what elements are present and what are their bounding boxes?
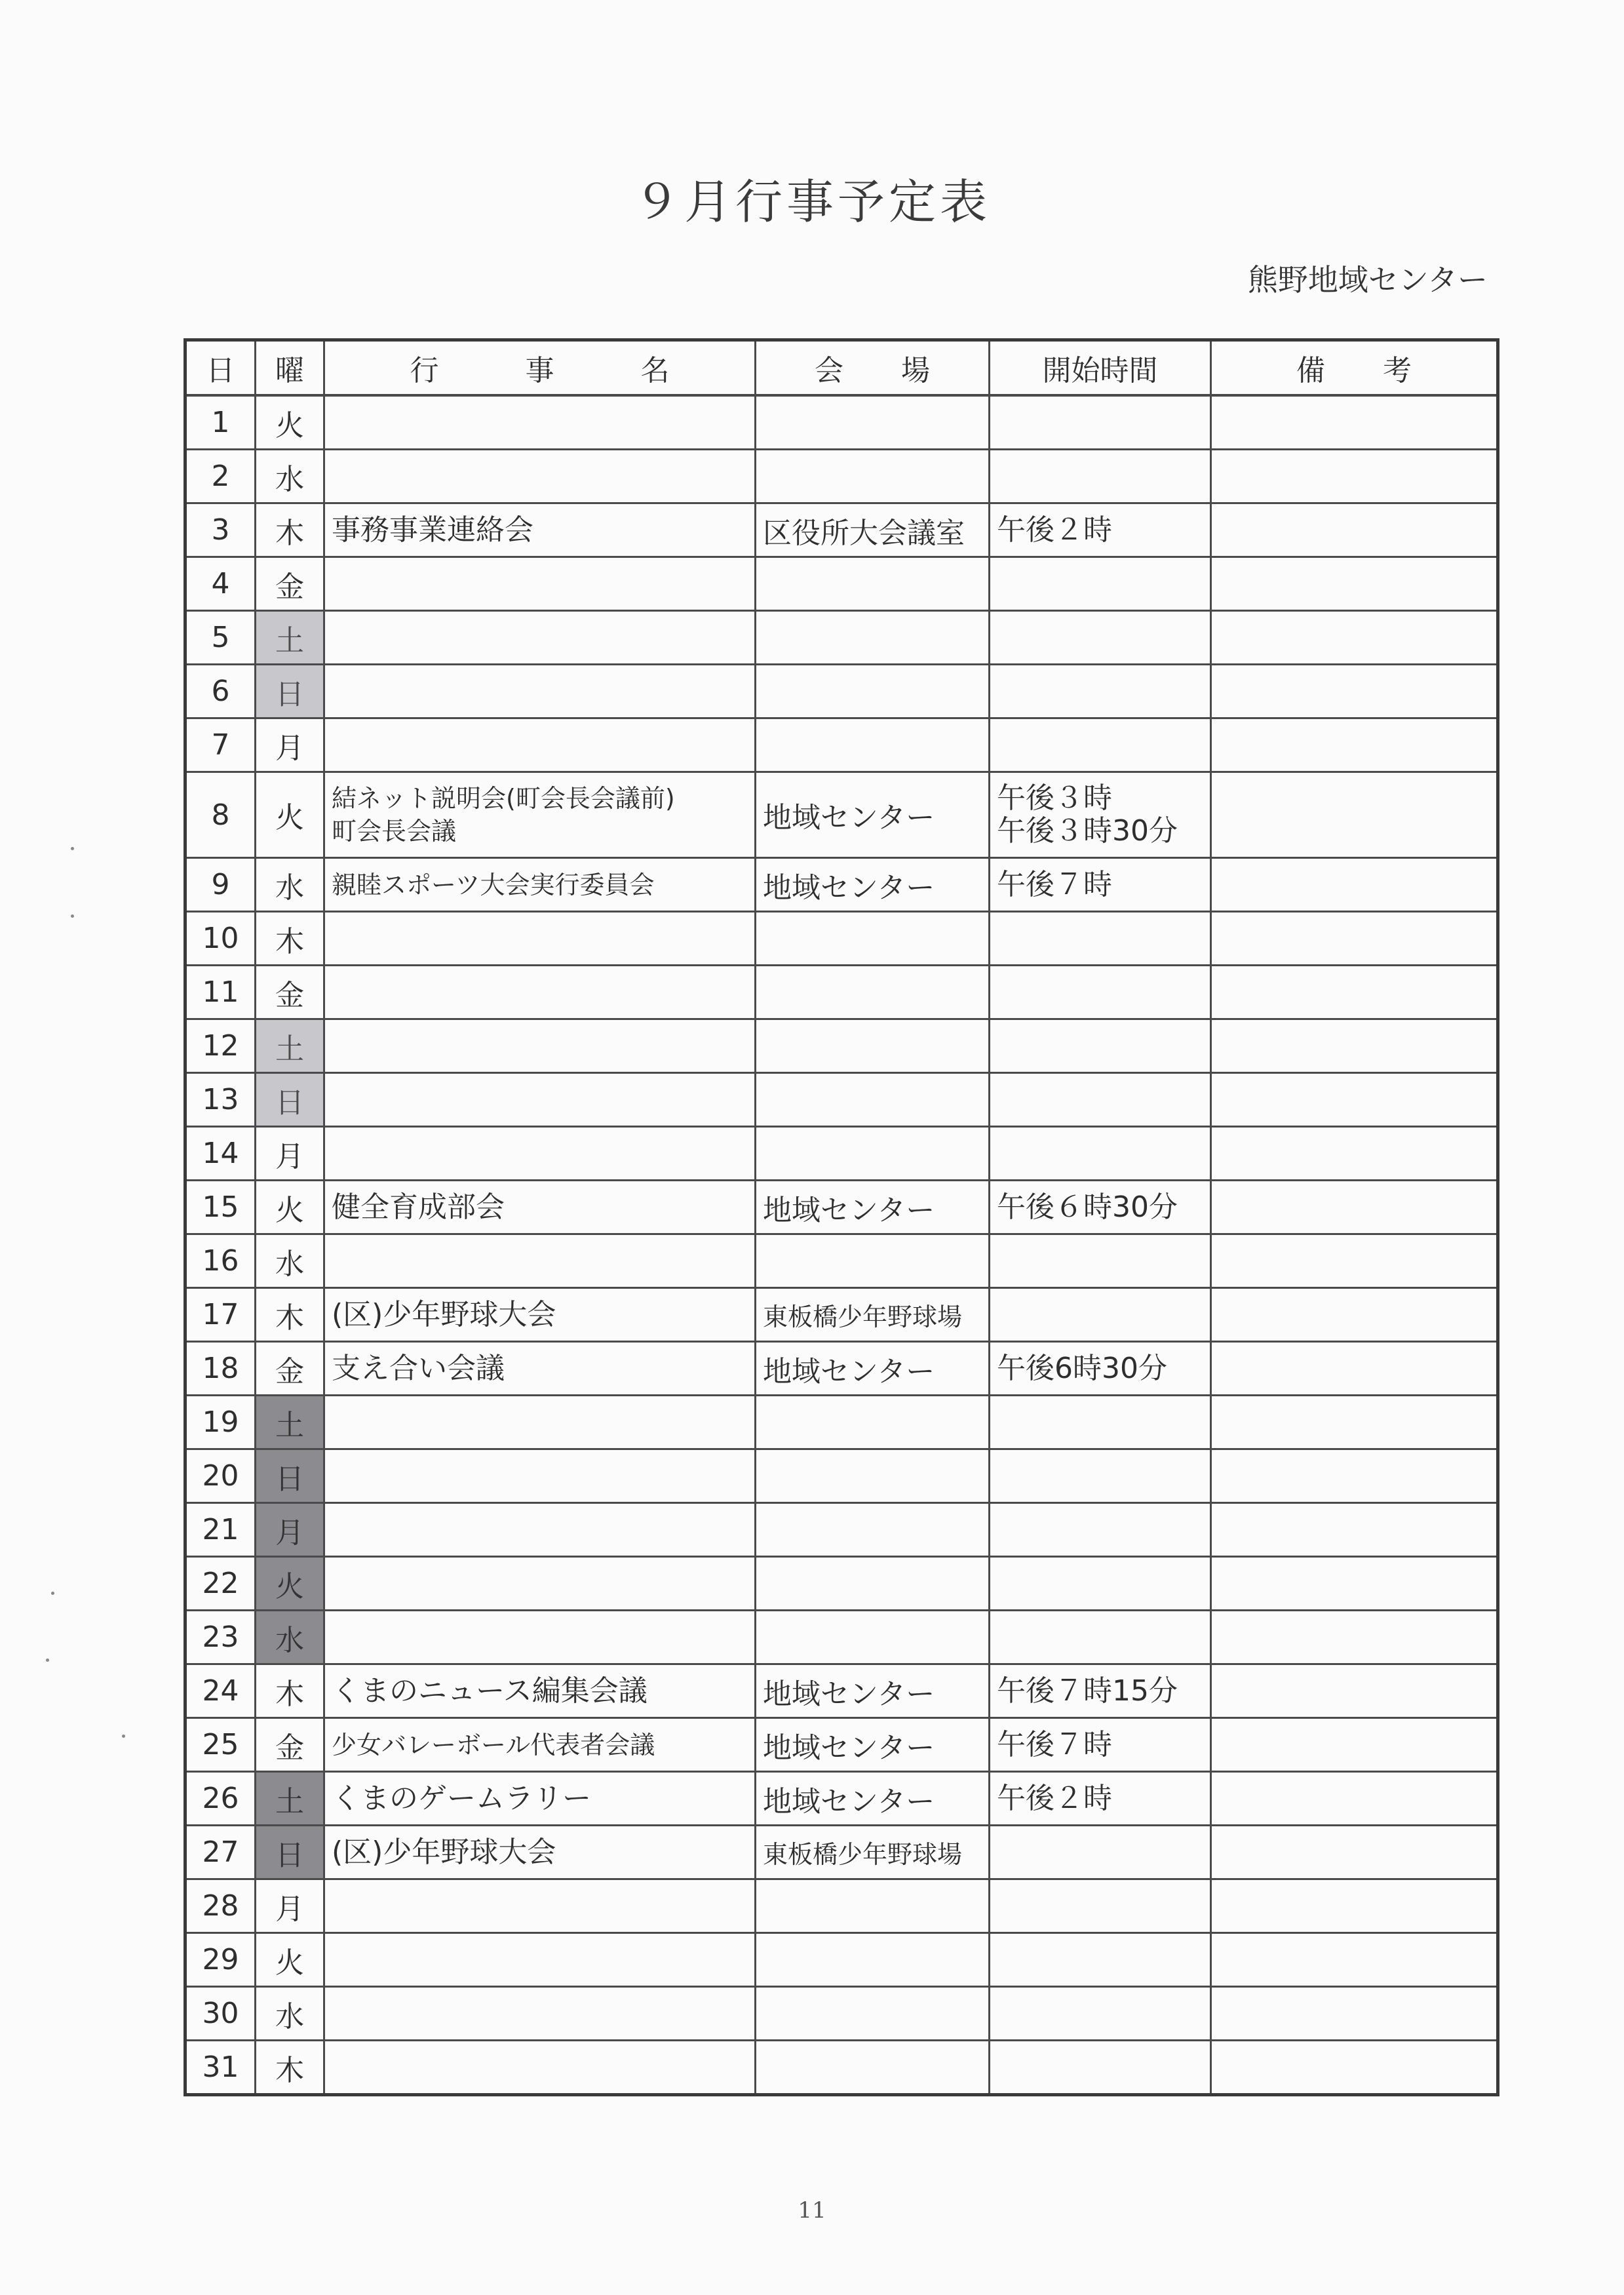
start-time: 午後２時	[997, 1781, 1112, 1815]
venue-cell: 地域センター	[756, 1664, 990, 1718]
start-time: 午後７時	[997, 867, 1112, 901]
start-time-cell	[990, 858, 1211, 912]
table-row	[185, 1879, 1498, 1933]
weekday-cell: 日	[256, 1449, 324, 1503]
weekday-cell: 水	[256, 1611, 324, 1664]
scan-speck	[122, 1735, 125, 1738]
event-name-cell	[324, 1611, 756, 1664]
remarks-cell	[1211, 1503, 1498, 1557]
start-time: 午後３時	[997, 781, 1112, 815]
event-name: 少女バレーボール代表者会議	[332, 1730, 655, 1759]
day-cell: 27	[185, 1826, 256, 1879]
weekday-cell: 火	[256, 1181, 324, 1234]
header-event-name: 行 事 名	[324, 340, 756, 396]
remarks-cell	[1211, 2041, 1498, 2095]
weekday-cell: 火	[256, 772, 324, 858]
header-day: 日	[185, 340, 256, 396]
start-time-cell	[990, 1987, 1211, 2041]
table-row	[185, 1396, 1498, 1449]
start-time-cell	[990, 1826, 1211, 1879]
remarks-cell	[1211, 1718, 1498, 1772]
weekday-cell: 月	[256, 1879, 324, 1933]
remarks-cell	[1211, 1342, 1498, 1396]
venue-cell	[756, 1611, 990, 1664]
event-name-cell	[324, 1073, 756, 1127]
table-row	[185, 1933, 1498, 1987]
day-cell: 14	[185, 1127, 256, 1181]
event-name-cell	[324, 395, 756, 450]
remarks-cell	[1211, 1396, 1498, 1449]
venue-cell	[756, 966, 990, 1019]
table-row	[185, 1611, 1498, 1664]
remarks-cell	[1211, 611, 1498, 665]
weekday-cell: 月	[256, 718, 324, 772]
scan-speck	[51, 1592, 54, 1595]
day-cell: 3	[185, 503, 256, 557]
event-name: くまのゲームラリー	[332, 1781, 591, 1815]
weekday-cell: 木	[256, 912, 324, 966]
event-name: 事務事業連絡会	[332, 513, 533, 547]
start-time-cell	[990, 1557, 1211, 1611]
event-name: (区)少年野球大会	[332, 1297, 556, 1331]
weekday-cell: 水	[256, 858, 324, 912]
day-cell: 11	[185, 966, 256, 1019]
start-time-cell	[990, 1611, 1211, 1664]
page-number: 11	[798, 2197, 826, 2224]
table-row	[185, 912, 1498, 966]
start-time-cell	[990, 772, 1211, 858]
scan-speck	[71, 847, 74, 850]
day-cell: 16	[185, 1234, 256, 1288]
event-name-cell	[324, 1288, 756, 1342]
table-row	[185, 665, 1498, 718]
remarks-cell	[1211, 1288, 1498, 1342]
scan-speck	[46, 1658, 49, 1662]
day-cell: 5	[185, 611, 256, 665]
event-name-cell	[324, 1718, 756, 1772]
table-row	[185, 1019, 1498, 1073]
day-cell: 10	[185, 912, 256, 966]
organization-name: 熊野地域センター	[1247, 262, 1488, 298]
event-name-cell	[324, 665, 756, 718]
event-name-cell	[324, 1772, 756, 1826]
day-cell: 12	[185, 1019, 256, 1073]
start-time-cell	[990, 1449, 1211, 1503]
weekday-cell: 金	[256, 1342, 324, 1396]
day-cell: 6	[185, 665, 256, 718]
event-name-cell	[324, 1933, 756, 1987]
day-cell: 22	[185, 1557, 256, 1611]
venue-cell: 地域センター	[756, 1772, 990, 1826]
start-time-cell	[990, 557, 1211, 611]
start-time-cell	[990, 395, 1211, 450]
venue-cell: 地域センター	[756, 1718, 990, 1772]
venue-cell: 地域センター	[756, 1181, 990, 1234]
event-name: 健全育成部会	[332, 1190, 505, 1224]
venue-cell: 地域センター	[756, 1342, 990, 1396]
event-name-cell	[324, 772, 756, 858]
start-time-cell	[990, 1288, 1211, 1342]
table-row	[185, 772, 1498, 858]
start-time: 午後２時	[997, 513, 1112, 547]
remarks-cell	[1211, 557, 1498, 611]
weekday-cell: 水	[256, 1234, 324, 1288]
remarks-cell	[1211, 503, 1498, 557]
remarks-cell	[1211, 1987, 1498, 2041]
table-row	[185, 1127, 1498, 1181]
venue-cell	[756, 665, 990, 718]
table-row	[185, 858, 1498, 912]
table-row	[185, 611, 1498, 665]
event-name-cell	[324, 611, 756, 665]
header-venue: 会 場	[756, 340, 990, 396]
day-cell: 25	[185, 1718, 256, 1772]
venue-cell	[756, 395, 990, 450]
remarks-cell	[1211, 966, 1498, 1019]
start-time-cell	[990, 1664, 1211, 1718]
venue-cell: 地域センター	[756, 772, 990, 858]
remarks-cell	[1211, 1772, 1498, 1826]
start-time-cell	[990, 1127, 1211, 1181]
event-name-cell	[324, 966, 756, 1019]
venue-cell: 東板橋少年野球場	[756, 1288, 990, 1342]
start-time-cell	[990, 1181, 1211, 1234]
day-cell: 26	[185, 1772, 256, 1826]
start-time-cell	[990, 1019, 1211, 1073]
table-row	[185, 1073, 1498, 1127]
remarks-cell	[1211, 395, 1498, 450]
remarks-cell	[1211, 1181, 1498, 1234]
event-name-cell	[324, 1826, 756, 1879]
venue-cell	[756, 1234, 990, 1288]
weekday-cell: 土	[256, 1772, 324, 1826]
table-row	[185, 1826, 1498, 1879]
table-header-row	[185, 340, 1498, 396]
start-time-cell	[990, 2041, 1211, 2095]
weekday-cell: 月	[256, 1127, 324, 1181]
venue-cell	[756, 1127, 990, 1181]
table-row	[185, 1181, 1498, 1234]
remarks-cell	[1211, 1234, 1498, 1288]
weekday-cell: 火	[256, 1557, 324, 1611]
table-row	[185, 718, 1498, 772]
day-cell: 1	[185, 395, 256, 450]
start-time-cell	[990, 718, 1211, 772]
venue-cell: 区役所大会議室	[756, 503, 990, 557]
start-time: 午後３時30分	[997, 814, 1178, 848]
start-time: 午後６時30分	[997, 1190, 1178, 1224]
start-time-cell	[990, 1396, 1211, 1449]
event-name-cell	[324, 1127, 756, 1181]
weekday-cell: 日	[256, 665, 324, 718]
day-cell: 18	[185, 1342, 256, 1396]
start-time: 午後７時15分	[997, 1674, 1178, 1708]
day-cell: 15	[185, 1181, 256, 1234]
venue-cell	[756, 1557, 990, 1611]
event-name-cell	[324, 450, 756, 503]
remarks-cell	[1211, 1826, 1498, 1879]
venue-cell	[756, 718, 990, 772]
remarks-cell	[1211, 912, 1498, 966]
day-cell: 2	[185, 450, 256, 503]
venue-cell	[756, 1073, 990, 1127]
day-cell: 30	[185, 1987, 256, 2041]
table-row	[185, 557, 1498, 611]
header-weekday: 曜	[256, 340, 324, 396]
start-time-cell	[990, 665, 1211, 718]
event-name: 町会長会議	[332, 817, 457, 846]
day-cell: 9	[185, 858, 256, 912]
weekday-cell: 金	[256, 966, 324, 1019]
day-cell: 21	[185, 1503, 256, 1557]
venue-cell	[756, 1503, 990, 1557]
table-row	[185, 1718, 1498, 1772]
header-remarks: 備 考	[1211, 340, 1498, 396]
header-start-time: 開始時間	[990, 340, 1211, 396]
event-name-cell	[324, 1019, 756, 1073]
remarks-cell	[1211, 718, 1498, 772]
event-name-cell	[324, 1342, 756, 1396]
event-name: 支え合い会議	[332, 1351, 505, 1385]
day-cell: 20	[185, 1449, 256, 1503]
day-cell: 31	[185, 2041, 256, 2095]
table-row	[185, 1288, 1498, 1342]
weekday-cell: 金	[256, 1718, 324, 1772]
venue-cell	[756, 912, 990, 966]
weekday-cell: 木	[256, 1288, 324, 1342]
remarks-cell	[1211, 858, 1498, 912]
start-time-cell	[990, 611, 1211, 665]
table-row	[185, 1557, 1498, 1611]
schedule-body	[185, 395, 1498, 2095]
venue-cell	[756, 1449, 990, 1503]
event-name-cell	[324, 1879, 756, 1933]
day-cell: 28	[185, 1879, 256, 1933]
venue-cell	[756, 1933, 990, 1987]
table-row	[185, 1503, 1498, 1557]
day-cell: 24	[185, 1664, 256, 1718]
start-time-cell	[990, 1342, 1211, 1396]
schedule-table	[184, 338, 1499, 2096]
start-time-cell	[990, 1772, 1211, 1826]
event-name-cell	[324, 912, 756, 966]
event-name: 結ネット説明会(町会長会議前)	[332, 784, 675, 813]
weekday-cell: 金	[256, 557, 324, 611]
event-name-cell	[324, 1557, 756, 1611]
weekday-cell: 土	[256, 1396, 324, 1449]
remarks-cell	[1211, 1611, 1498, 1664]
weekday-cell: 水	[256, 450, 324, 503]
table-row	[185, 1449, 1498, 1503]
weekday-cell: 木	[256, 2041, 324, 2095]
day-cell: 4	[185, 557, 256, 611]
remarks-cell	[1211, 1879, 1498, 1933]
event-name-cell	[324, 1234, 756, 1288]
event-name-cell	[324, 1396, 756, 1449]
event-name: 親睦スポーツ大会実行委員会	[332, 870, 655, 899]
remarks-cell	[1211, 1073, 1498, 1127]
venue-cell	[756, 2041, 990, 2095]
remarks-cell	[1211, 1557, 1498, 1611]
event-name-cell	[324, 503, 756, 557]
venue-cell	[756, 1987, 990, 2041]
venue-cell	[756, 557, 990, 611]
event-name-cell	[324, 2041, 756, 2095]
day-cell: 7	[185, 718, 256, 772]
remarks-cell	[1211, 665, 1498, 718]
table-row	[185, 1342, 1498, 1396]
weekday-cell: 木	[256, 1664, 324, 1718]
day-cell: 17	[185, 1288, 256, 1342]
start-time-cell	[990, 1234, 1211, 1288]
remarks-cell	[1211, 450, 1498, 503]
event-name-cell	[324, 1181, 756, 1234]
weekday-cell: 水	[256, 1987, 324, 2041]
weekday-cell: 火	[256, 395, 324, 450]
event-name-cell	[324, 1449, 756, 1503]
weekday-cell: 月	[256, 1503, 324, 1557]
remarks-cell	[1211, 772, 1498, 858]
event-name-cell	[324, 557, 756, 611]
event-name-cell	[324, 1664, 756, 1718]
table-row	[185, 395, 1498, 450]
weekday-cell: 木	[256, 503, 324, 557]
table-row	[185, 1987, 1498, 2041]
start-time: 午後７時	[997, 1727, 1112, 1761]
remarks-cell	[1211, 1019, 1498, 1073]
start-time: 午後6時30分	[997, 1351, 1167, 1385]
remarks-cell	[1211, 1933, 1498, 1987]
page-title: ９月行事予定表	[632, 174, 991, 229]
event-name-cell	[324, 1503, 756, 1557]
event-name: くまのニュース編集会議	[332, 1674, 648, 1708]
day-cell: 13	[185, 1073, 256, 1127]
weekday-cell: 日	[256, 1073, 324, 1127]
start-time-cell	[990, 1933, 1211, 1987]
event-name-cell	[324, 718, 756, 772]
start-time-cell	[990, 912, 1211, 966]
event-name-cell	[324, 858, 756, 912]
venue-cell	[756, 1879, 990, 1933]
weekday-cell: 土	[256, 1019, 324, 1073]
day-cell: 23	[185, 1611, 256, 1664]
day-cell: 19	[185, 1396, 256, 1449]
venue-cell	[756, 1019, 990, 1073]
remarks-cell	[1211, 1664, 1498, 1718]
venue-cell	[756, 1396, 990, 1449]
start-time-cell	[990, 450, 1211, 503]
table-row	[185, 1772, 1498, 1826]
start-time-cell	[990, 1073, 1211, 1127]
scan-speck	[71, 914, 74, 918]
venue-cell	[756, 611, 990, 665]
start-time-cell	[990, 1503, 1211, 1557]
event-name-cell	[324, 1987, 756, 2041]
weekday-cell: 日	[256, 1826, 324, 1879]
remarks-cell	[1211, 1127, 1498, 1181]
remarks-cell	[1211, 1449, 1498, 1503]
start-time-cell	[990, 966, 1211, 1019]
table-row	[185, 2041, 1498, 2095]
venue-cell	[756, 450, 990, 503]
table-row	[185, 1234, 1498, 1288]
weekday-cell: 土	[256, 611, 324, 665]
venue-cell: 地域センター	[756, 858, 990, 912]
table-row	[185, 1664, 1498, 1718]
start-time-cell	[990, 1879, 1211, 1933]
start-time-cell	[990, 1718, 1211, 1772]
table-row	[185, 966, 1498, 1019]
table-row	[185, 450, 1498, 503]
day-cell: 29	[185, 1933, 256, 1987]
venue-cell: 東板橋少年野球場	[756, 1826, 990, 1879]
start-time-cell	[990, 503, 1211, 557]
table-row	[185, 503, 1498, 557]
event-name: (区)少年野球大会	[332, 1835, 556, 1869]
weekday-cell: 火	[256, 1933, 324, 1987]
day-cell: 8	[185, 772, 256, 858]
